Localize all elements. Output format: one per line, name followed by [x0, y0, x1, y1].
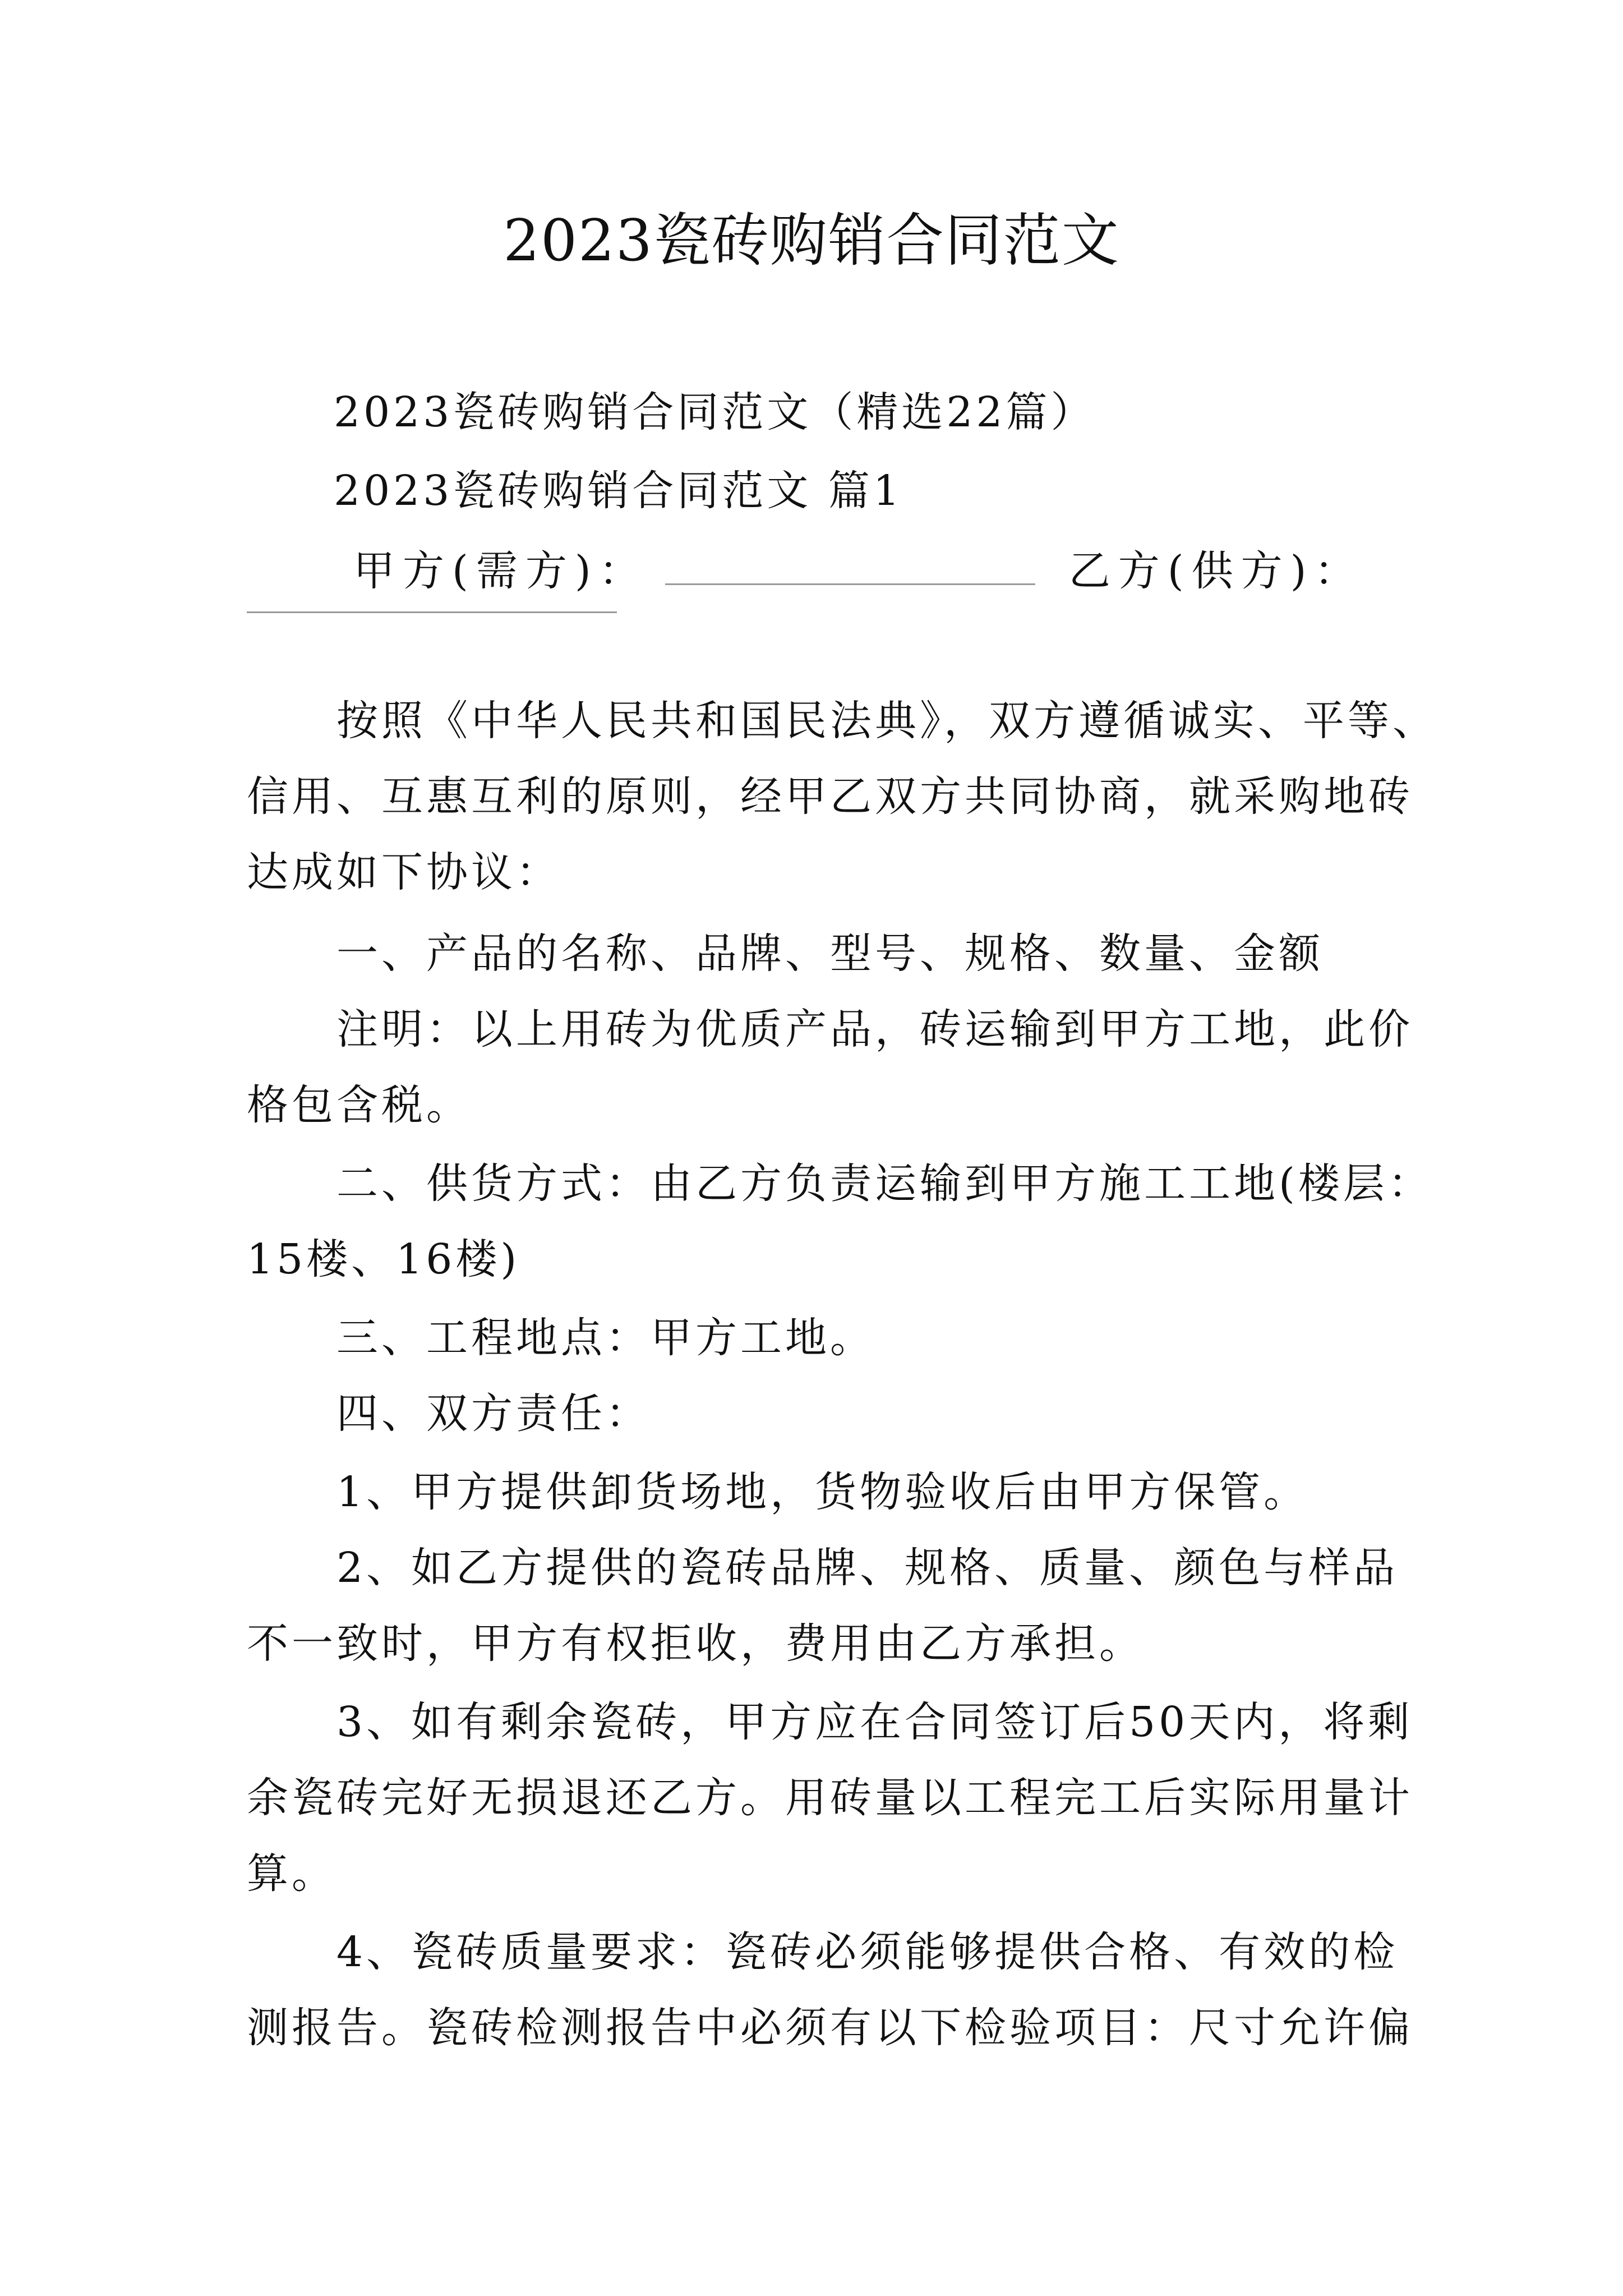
body-line: 格包含税。	[247, 1081, 471, 1129]
body-line: 二、供货方式：由乙方负责运输到甲方施工工地(楼层：	[336, 1159, 1433, 1208]
party-a-label: 甲方(需方)：	[353, 547, 648, 595]
body-line: 测报告。瓷砖检测报告中必须有以下检验项目：尺寸允许偏	[247, 2004, 1413, 2052]
document-title: 2023瓷砖购销合同范文	[503, 208, 1120, 274]
body-line: 4、瓷砖质量要求：瓷砖必须能够提供合格、有效的检	[336, 1928, 1399, 1976]
party-b-label: 乙方(供方)：	[1068, 547, 1364, 595]
party-a-blank	[665, 539, 1035, 585]
body-line: 三、工程地点：甲方工地。	[336, 1314, 875, 1362]
document-subtitle: 2023瓷砖购销合同范文（精选22篇）	[334, 388, 1096, 436]
body-line: 按照《中华人民共和国民法典》，双方遵循诚实、平等、	[336, 697, 1437, 745]
body-line: 注明：以上用砖为优质产品，砖运输到甲方工地，此价	[336, 1005, 1413, 1053]
body-line: 3、如有剩余瓷砖，甲方应在合同签订后50天内，将剩	[336, 1698, 1413, 1746]
body-line: 余瓷砖完好无损退还乙方。用砖量以工程完工后实际用量计	[247, 1774, 1413, 1822]
body-line: 达成如下协议：	[247, 848, 561, 896]
party-b-blank	[247, 611, 617, 613]
body-line: 2、如乙方提供的瓷砖品牌、规格、质量、颜色与样品	[336, 1544, 1399, 1592]
body-line: 一、产品的名称、品牌、型号、规格、数量、金额	[336, 930, 1324, 978]
parties-line	[353, 539, 1364, 596]
body-line: 四、双方责任：	[336, 1389, 651, 1438]
body-line: 信用、互惠互利的原则，经甲乙双方共同协商，就采购地砖	[247, 772, 1413, 821]
body-line: 算。	[247, 1849, 336, 1898]
body-line: 1、甲方提供卸货场地，货物验收后由甲方保管。	[336, 1468, 1309, 1516]
section-heading: 2023瓷砖购销合同范文 篇1	[334, 467, 903, 515]
body-line: 不一致时，甲方有权拒收，费用由乙方承担。	[247, 1619, 1144, 1668]
body-line: 15楼、16楼)	[247, 1235, 520, 1283]
